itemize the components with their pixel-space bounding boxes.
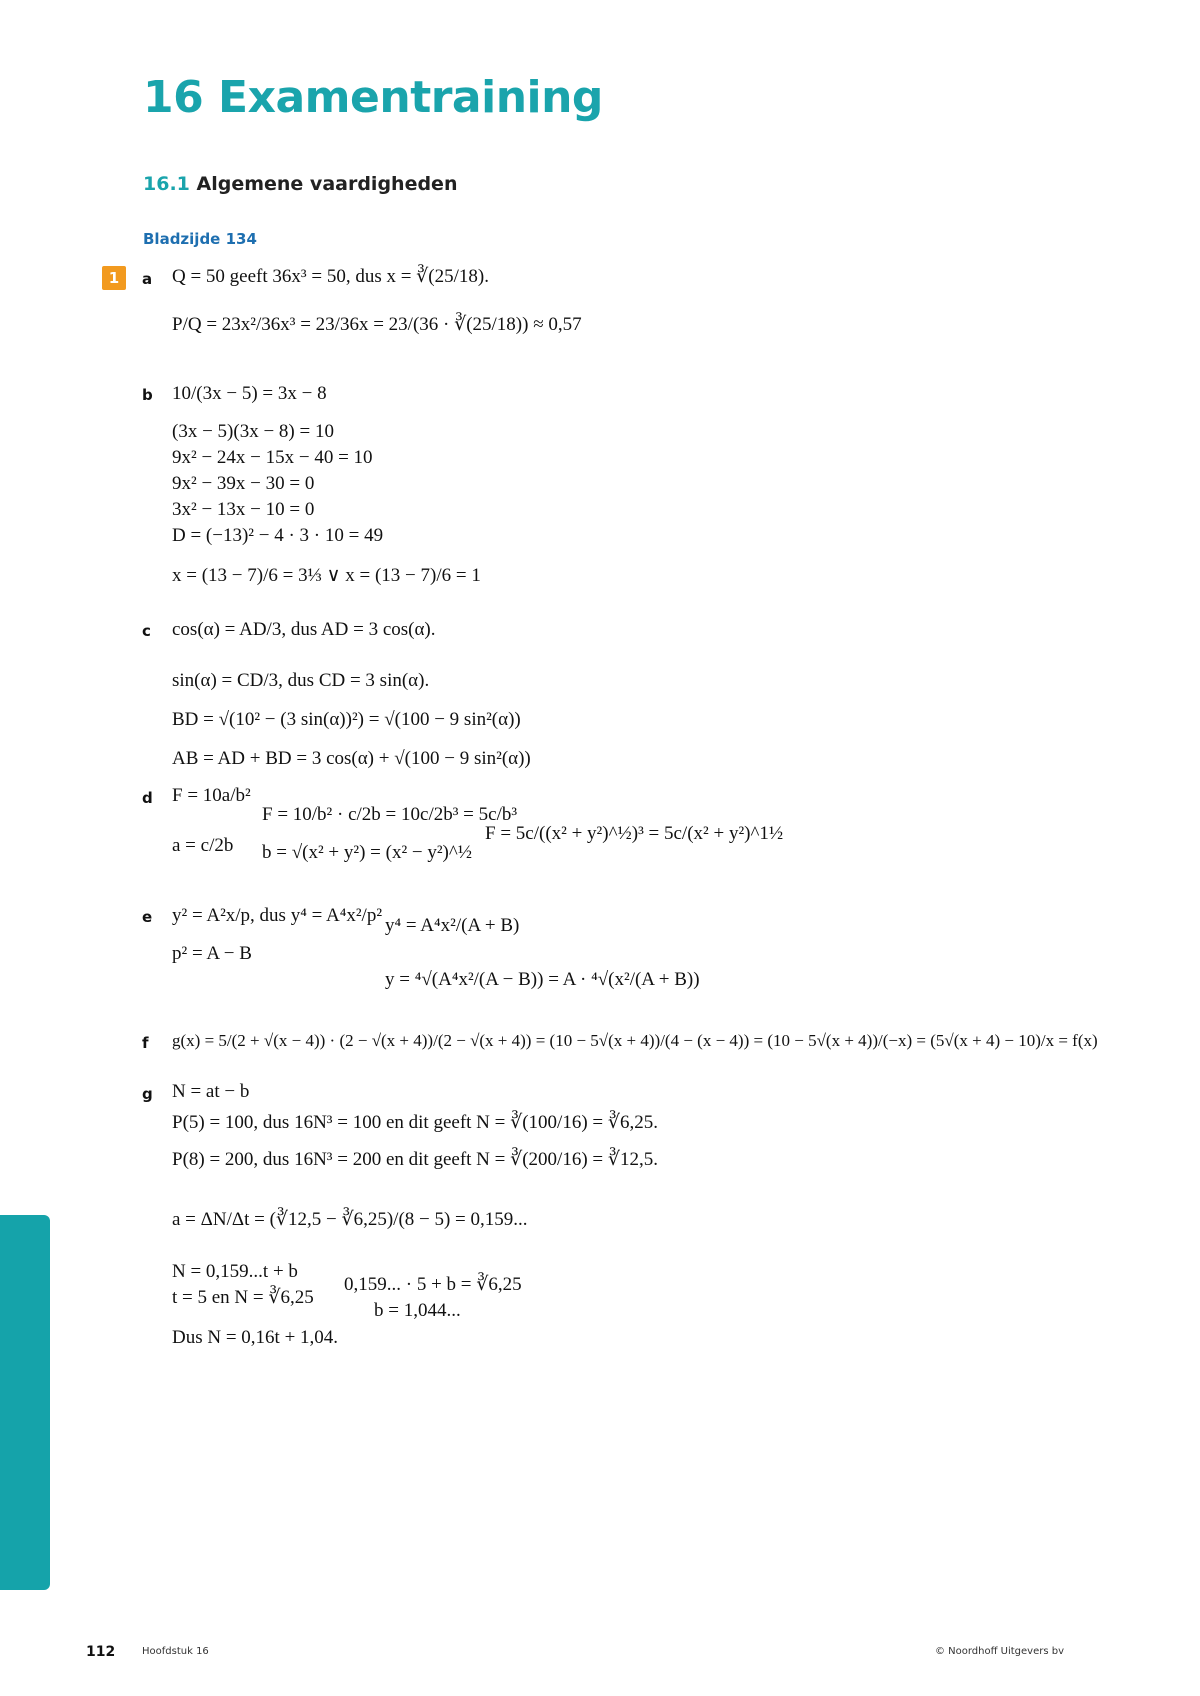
section-title-text: Algemene vaardigheden: [196, 173, 458, 195]
answer-d-line-2: a = c/2b: [172, 835, 234, 856]
answer-c-line-3: BD = √(10² − (3 sin(α))²) = √(100 − 9 sin²(α)): [172, 709, 521, 730]
answer-c-line-1: cos(α) = AD/3, dus AD = 3 cos(α).: [172, 619, 436, 640]
answer-b-line-3: 9x² − 24x − 15x − 40 = 10: [172, 447, 373, 468]
answer-g-line-9: Dus N = 0,16t + 1,04.: [172, 1327, 339, 1348]
answer-d-line-3: F = 10/b² · c/2b = 10c/2b³ = 5c/b³: [262, 804, 518, 825]
answer-g-line-6: t = 5 en N = ∛6,25: [172, 1287, 314, 1308]
answer-g-line-8: b = 1,044...: [374, 1300, 461, 1321]
answer-g-line-7: 0,159... · 5 + b = ∛6,25: [344, 1274, 522, 1295]
answer-c-line-2: sin(α) = CD/3, dus CD = 3 sin(α).: [172, 670, 430, 691]
footer-copyright: © Noordhoff Uitgevers bv: [934, 1646, 1064, 1657]
part-label-a: a: [142, 270, 153, 288]
answer-e-line-4: y = ⁴√(A⁴x²/(A − B)) = A · ⁴√(x²/(A + B)): [385, 969, 700, 990]
answer-f-line-1: g(x) = 5/(2 + √(x − 4)) · (2 − √(x + 4))/(2 − √(x + 4)) = (10 − 5√(x + 4))/(4 − (x − 4)) = (10 − 5√(x + 4))/(−x) = (5√(x + 4) − 10)/x = f(x): [172, 1031, 1098, 1050]
answer-b-line-2: (3x − 5)(3x − 8) = 10: [172, 421, 334, 442]
part-label-e: e: [142, 908, 153, 926]
answer-b-line-7: x = (13 − 7)/6 = 3⅓ ∨ x = (13 − 7)/6 = 1: [172, 565, 481, 586]
section-number: 16.1: [143, 173, 190, 195]
answer-a-line-1: Q = 50 geeft 36x³ = 50, dus x = ∛(25/18).: [172, 266, 489, 287]
answer-d-line-5: F = 5c/((x² + y²)^½)³ = 5c/(x² + y²)^1½: [485, 823, 784, 844]
footer-chapter: Hoofdstuk 16: [142, 1646, 209, 1657]
answer-a-line-2: P/Q = 23x²/36x³ = 23/36x = 23/(36 · ∛(25/18)) ≈ 0,57: [172, 314, 582, 335]
page-reference: Bladzijde 134: [143, 230, 257, 248]
part-label-b: b: [142, 386, 153, 404]
answer-b-line-4: 9x² − 39x − 30 = 0: [172, 473, 315, 494]
answer-b-line-1: 10/(3x − 5) = 3x − 8: [172, 383, 327, 404]
answer-b-line-5: 3x² − 13x − 10 = 0: [172, 499, 315, 520]
answer-g-line-2: P(5) = 100, dus 16N³ = 100 en dit geeft N = ∛(100/16) = ∛6,25.: [172, 1112, 658, 1133]
part-label-g: g: [142, 1085, 153, 1103]
part-label-c: c: [142, 622, 151, 640]
question-number-badge: 1: [102, 266, 126, 290]
answer-e-line-1: y² = A²x/p, dus y⁴ = A⁴x²/p²: [172, 905, 383, 926]
answer-e-line-2: p² = A − B: [172, 943, 252, 964]
part-label-d: d: [142, 789, 153, 807]
answer-g-line-5: N = 0,159...t + b: [172, 1261, 298, 1282]
chapter-title: 16 Examentraining: [143, 72, 603, 123]
footer-page-number: 112: [86, 1644, 116, 1660]
sidebar-tab: [0, 1215, 50, 1590]
answer-d-line-4: b = √(x² + y²) = (x² − y²)^½: [262, 842, 473, 863]
section-title: [143, 173, 457, 195]
answer-g-line-4: a = ΔN/Δt = (∛12,5 − ∛6,25)/(8 − 5) = 0,159...: [172, 1209, 528, 1230]
answer-c-line-4: AB = AD + BD = 3 cos(α) + √(100 − 9 sin²(α)): [172, 748, 531, 769]
answer-g-line-3: P(8) = 200, dus 16N³ = 200 en dit geeft N = ∛(200/16) = ∛12,5.: [172, 1149, 658, 1170]
answer-g-line-1: N = at − b: [172, 1081, 250, 1102]
part-label-f: f: [142, 1034, 149, 1052]
answer-e-line-3: y⁴ = A⁴x²/(A + B): [385, 915, 520, 936]
answer-d-line-1: F = 10a/b²: [172, 785, 251, 806]
answer-b-line-6: D = (−13)² − 4 · 3 · 10 = 49: [172, 525, 384, 546]
